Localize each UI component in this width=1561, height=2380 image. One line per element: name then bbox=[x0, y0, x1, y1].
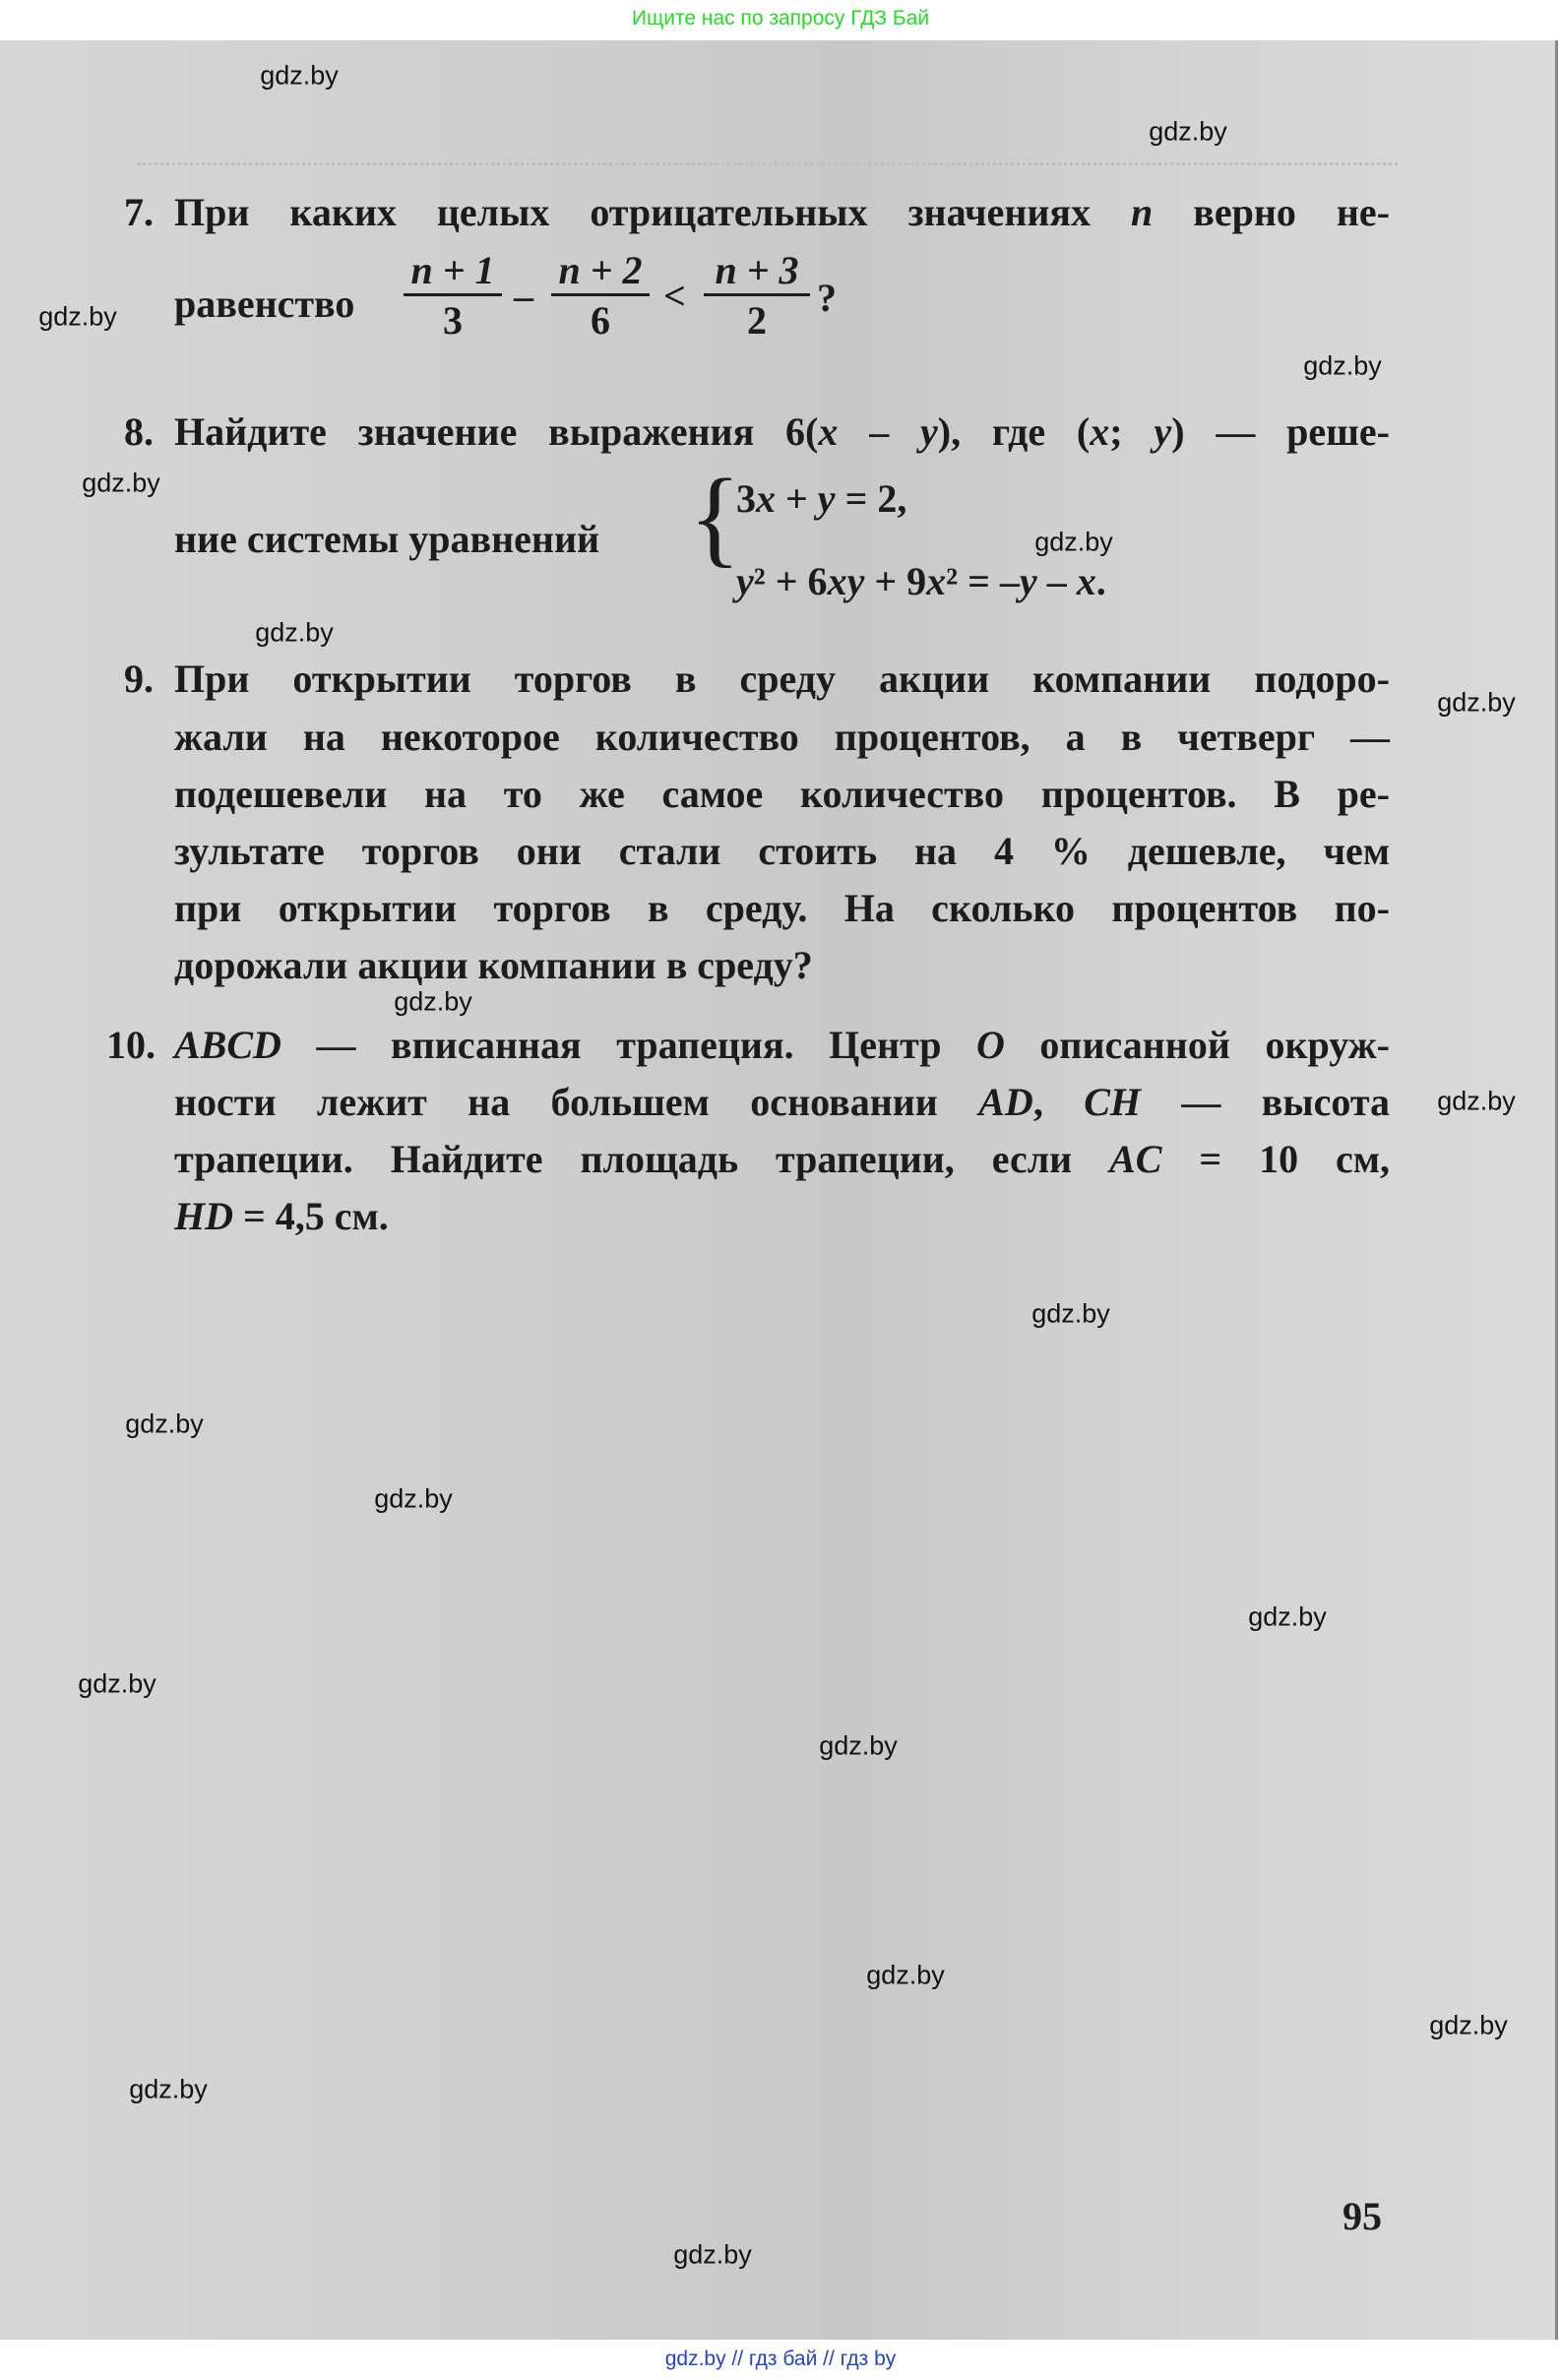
math-variable: x bbox=[756, 476, 776, 521]
fraction-3-numerator: n + 3 bbox=[704, 248, 810, 296]
text-segment: = 10 см, bbox=[1161, 1137, 1390, 1181]
text-segment: . bbox=[1095, 559, 1106, 603]
problem-8-line-1 bbox=[174, 407, 1390, 457]
watermark: gdz.by bbox=[394, 986, 472, 1017]
fraction-3 bbox=[704, 248, 810, 345]
system-equation-1 bbox=[736, 474, 906, 524]
problem-9-line: подешевели на то же самое количество процентов. В ре- bbox=[174, 772, 1390, 816]
bleed-through-divider bbox=[138, 162, 1398, 169]
text-segment: 3 bbox=[736, 476, 756, 521]
fraction-3-denominator: 2 bbox=[747, 298, 767, 343]
watermark: gdz.by bbox=[129, 2074, 208, 2104]
text-segment: — вписанная трапеция. Центр bbox=[281, 1023, 976, 1067]
watermark: gdz.by bbox=[819, 1730, 898, 1761]
fraction-1-numerator: n + 1 bbox=[404, 248, 502, 296]
watermark: gdz.by bbox=[1429, 2010, 1508, 2040]
watermark: gdz.by bbox=[38, 301, 117, 332]
text-segment: трапеции. Найдите площадь трапеции, если bbox=[174, 1137, 1110, 1181]
fraction-2-numerator: n + 2 bbox=[551, 248, 650, 296]
minus-sign: – bbox=[514, 274, 533, 318]
problem-10-number: 10. bbox=[106, 1023, 156, 1067]
watermark: gdz.by bbox=[260, 60, 339, 91]
math-variable: y bbox=[1019, 559, 1037, 603]
bottom-banner-link[interactable]: gdz.by // гдз бай // гдз by bbox=[664, 2348, 897, 2370]
math-variable: y bbox=[920, 409, 938, 454]
math-variable: ABCD bbox=[174, 1023, 281, 1067]
page-number: 95 bbox=[1342, 2194, 1382, 2238]
watermark: gdz.by bbox=[866, 1960, 945, 1990]
text-segment: ; bbox=[1109, 409, 1155, 454]
text-segment: + 6 bbox=[765, 559, 828, 603]
watermark: gdz.by bbox=[1031, 1298, 1110, 1329]
problem-10-line-3 bbox=[174, 1135, 1390, 1184]
watermark: gdz.by bbox=[78, 1668, 156, 1699]
watermark: gdz.by bbox=[1303, 350, 1382, 381]
watermark: gdz.by bbox=[1248, 1601, 1327, 1632]
watermark: gdz.by bbox=[673, 2239, 752, 2270]
text-segment: = – bbox=[958, 559, 1020, 603]
problem-10-line-1 bbox=[174, 1021, 1390, 1070]
text-segment: описанной окруж- bbox=[1004, 1023, 1391, 1067]
math-variable: x bbox=[1076, 559, 1096, 603]
problem-10-line-2 bbox=[174, 1078, 1390, 1127]
problem-7-line-2-prefix: равенство bbox=[174, 282, 355, 326]
watermark: gdz.by bbox=[374, 1483, 453, 1514]
text-segment: ) — реше- bbox=[1171, 409, 1391, 454]
watermark: gdz.by bbox=[125, 1409, 204, 1439]
problem-10-line-4 bbox=[174, 1192, 1390, 1241]
fraction-1 bbox=[404, 248, 502, 345]
text-segment: Найдите значение выражения 6( bbox=[174, 409, 819, 454]
fraction-1-denominator: 3 bbox=[443, 298, 463, 343]
text-segment: = 4,5 см. bbox=[233, 1194, 389, 1238]
problem-9-line: дорожали акции компании в среду? bbox=[174, 943, 813, 987]
text-segment: + bbox=[776, 476, 818, 521]
math-variable: y bbox=[817, 476, 836, 521]
watermark: gdz.by bbox=[1437, 1086, 1516, 1116]
math-variable: xy bbox=[827, 559, 865, 603]
system-brace-icon: { bbox=[689, 457, 741, 577]
problem-9-line: жали на некоторое количество процентов, а в четверг — bbox=[174, 715, 1390, 759]
text-segment: – bbox=[838, 409, 921, 454]
problem-7-number: 7. bbox=[124, 190, 154, 234]
text-segment: При каких целых отрицательных значениях bbox=[174, 190, 1132, 234]
math-variable: AC bbox=[1109, 1137, 1162, 1181]
fraction-2-denominator: 6 bbox=[591, 298, 610, 343]
text-segment: , bbox=[1032, 1080, 1085, 1124]
watermark: gdz.by bbox=[82, 468, 160, 498]
math-variable: y bbox=[1154, 409, 1172, 454]
text-segment: ² bbox=[753, 559, 766, 603]
math-variable: y bbox=[736, 559, 754, 603]
text-segment: ности лежит на большем основании bbox=[174, 1080, 979, 1124]
watermark: gdz.by bbox=[1034, 527, 1113, 557]
watermark: gdz.by bbox=[255, 617, 334, 648]
math-variable: HD bbox=[174, 1194, 233, 1238]
text-segment: = 2, bbox=[835, 476, 907, 521]
text-segment: + 9 bbox=[864, 559, 927, 603]
math-variable: AD bbox=[978, 1080, 1033, 1124]
math-variable: x bbox=[926, 559, 947, 603]
problem-8-number: 8. bbox=[124, 409, 154, 454]
text-segment: верно не- bbox=[1153, 190, 1390, 234]
problem-9-line: при открытии торгов в среду. На сколько процентов по- bbox=[174, 886, 1390, 930]
less-than-sign: < bbox=[663, 274, 686, 318]
math-variable: n bbox=[1131, 190, 1154, 234]
text-segment: ² bbox=[946, 559, 959, 603]
math-variable: O bbox=[976, 1023, 1005, 1067]
problem-8-line-2: ние системы уравнений bbox=[174, 517, 600, 561]
math-variable: CH bbox=[1084, 1080, 1142, 1124]
watermark: gdz.by bbox=[1437, 687, 1516, 718]
math-variable: x bbox=[818, 409, 839, 454]
text-segment: — высота bbox=[1141, 1080, 1390, 1124]
problem-7-line-1 bbox=[174, 188, 1390, 237]
fraction-2 bbox=[551, 248, 650, 345]
watermark: gdz.by bbox=[1149, 116, 1227, 147]
problem-9-line: зультате торгов они стали стоить на 4 % дешевле, чем bbox=[174, 829, 1390, 873]
math-variable: x bbox=[1090, 409, 1110, 454]
problem-9-number: 9. bbox=[124, 657, 154, 701]
question-mark: ? bbox=[817, 276, 837, 320]
text-segment: – bbox=[1036, 559, 1077, 603]
problem-9-line: При открытии торгов в среду акции компании подоро- bbox=[174, 657, 1390, 701]
top-banner-link[interactable]: Ищите нас по запросу ГДЗ Бай bbox=[631, 7, 930, 30]
text-segment: ), где ( bbox=[937, 409, 1091, 454]
system-equation-2 bbox=[736, 557, 1106, 606]
